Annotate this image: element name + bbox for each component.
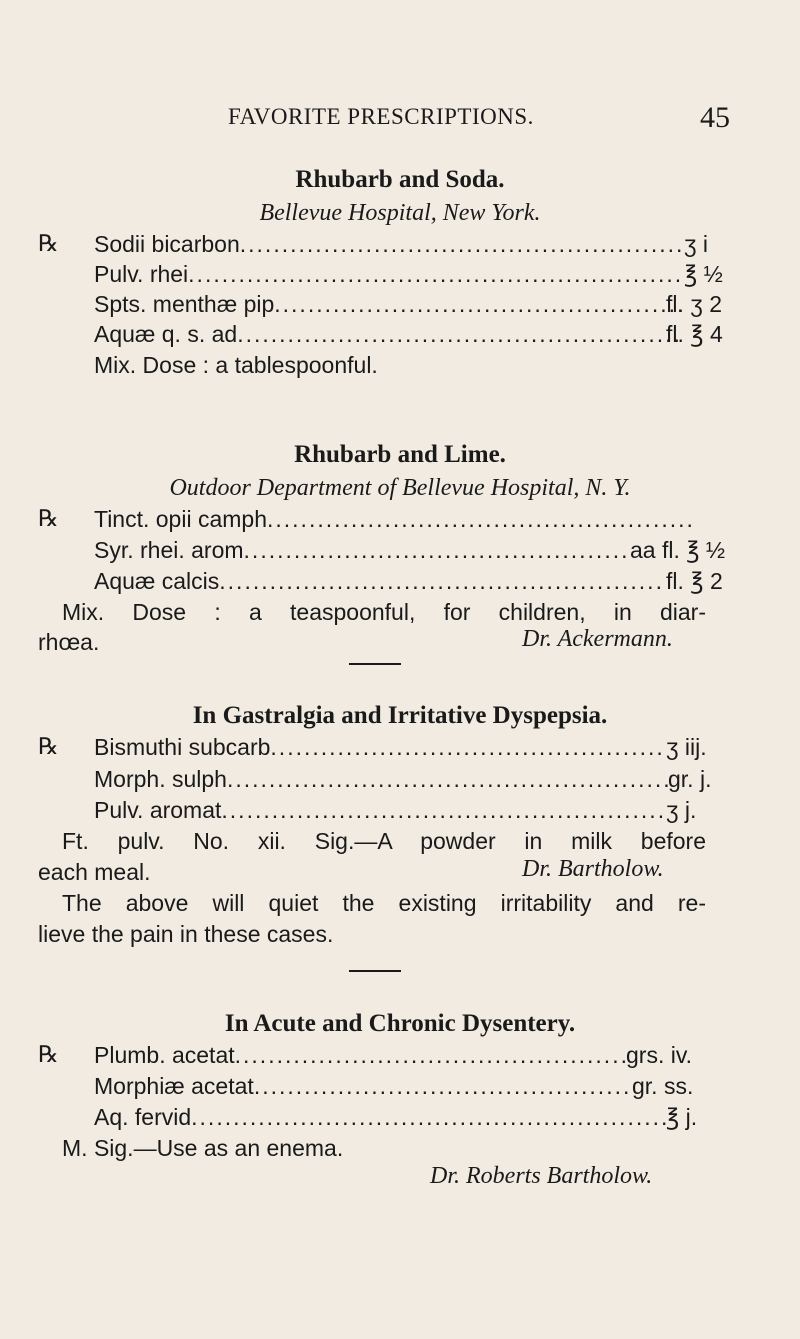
- ingredient-quantity: grs. iv.: [626, 1042, 693, 1068]
- author-credit: Dr. Ackermann.: [522, 626, 673, 652]
- prescription-source: Outdoor Department of Bellevue Hospital, N. Y.: [169, 475, 631, 501]
- dosage-direction-continued: rhœa.: [38, 629, 100, 655]
- ingredient-quantity: ʒ i: [684, 231, 709, 257]
- ingredient-quantity: fl. ℥ 4: [666, 321, 723, 347]
- ingredient-row: [0, 259, 800, 289]
- ingredient-quantity: ʒ j.: [666, 797, 697, 823]
- rx-symbol: ℞: [38, 734, 59, 760]
- ingredient-name: Bismuthi subcarb: [94, 734, 271, 760]
- ingredient-name: Pulv. aromat: [94, 797, 222, 823]
- rx-symbol: ℞: [38, 506, 59, 532]
- author-credit: Dr. Bartholow.: [522, 856, 664, 882]
- author-credit: Dr. Roberts Bartholow.: [430, 1163, 653, 1189]
- running-head: [0, 101, 800, 136]
- leader-dots: [235, 1040, 626, 1070]
- section-divider: [349, 970, 401, 972]
- prescription-title: Rhubarb and Soda.: [295, 166, 505, 193]
- rx-symbol: ℞: [38, 231, 59, 257]
- leader-dots: [270, 732, 666, 762]
- prescription-title: In Gastralgia and Irritative Dyspepsia.: [192, 702, 608, 729]
- ingredient-name: Morphiæ acetat: [94, 1073, 254, 1099]
- ingredient-quantity: ʒ iij.: [666, 734, 707, 760]
- dosage-direction-continued: each meal.: [38, 859, 151, 885]
- leader-dots: [191, 1102, 666, 1132]
- ingredient-name: Morph. sulph: [94, 766, 227, 792]
- clinical-note: The above will quiet the existing irritability and re-: [62, 890, 706, 916]
- ingredient-quantity: gr. j.: [668, 766, 712, 792]
- ingredient-name: Plumb. acetat: [94, 1042, 235, 1068]
- prescription-title: Rhubarb and Lime.: [294, 441, 506, 468]
- ingredient-row: [0, 566, 800, 596]
- ingredient-quantity: gr. ss.: [632, 1073, 694, 1099]
- ingredient-row: [0, 319, 800, 349]
- leader-dots: [188, 259, 684, 289]
- leader-dots: [244, 535, 630, 565]
- leader-dots: [237, 319, 684, 349]
- prescription-title: In Acute and Chronic Dysentery.: [224, 1010, 576, 1037]
- ingredient-quantity: aa fl. ℥ ½: [630, 537, 726, 563]
- ingredient-name: Tinct. opii camph: [94, 506, 267, 532]
- ingredient-name: Aq. fervid: [94, 1104, 192, 1130]
- ingredient-row: [0, 764, 800, 794]
- ingredient-row: [0, 535, 800, 565]
- leader-dots: [227, 764, 668, 794]
- section-divider: [349, 663, 401, 665]
- leader-dots: [267, 504, 694, 534]
- ingredient-row: [0, 1071, 800, 1101]
- ingredient-quantity: ℥ j.: [666, 1104, 698, 1130]
- ingredient-row: [0, 289, 800, 319]
- ingredient-quantity: fl. ʒ 2: [666, 291, 722, 317]
- ingredient-row: [0, 795, 800, 825]
- ingredient-name: Spts. menthæ pip: [94, 291, 275, 317]
- dosage-direction: Mix. Dose : a tablespoonful.: [94, 352, 378, 378]
- ingredient-name: Aquæ q. s. ad: [94, 321, 238, 347]
- ingredient-quantity: ℥ ½: [684, 261, 723, 287]
- ingredient-quantity: fl. ℥ 2: [666, 568, 723, 594]
- dosage-direction: Ft. pulv. No. xii. Sig.—A powder in milk before: [62, 828, 706, 854]
- leader-dots: [219, 566, 666, 596]
- ingredient-name: Pulv. rhei: [94, 261, 189, 287]
- ingredient-name: Sodii bicarbon: [94, 231, 240, 257]
- dosage-direction: M. Sig.—Use as an enema.: [62, 1135, 344, 1161]
- ingredient-row: [0, 229, 800, 259]
- dosage-direction: Mix. Dose : a teaspoonful, for children, in diar-: [62, 599, 706, 625]
- ingredient-row: [0, 1102, 800, 1132]
- page-number: 45: [700, 101, 730, 134]
- leader-dots: [254, 1071, 632, 1101]
- rx-symbol: ℞: [38, 1042, 59, 1068]
- clinical-note-continued: lieve the pain in these cases.: [38, 921, 334, 947]
- ingredient-row: [0, 504, 800, 534]
- ingredient-row: [0, 732, 800, 762]
- ingredient-name: Aquæ calcis: [94, 568, 220, 594]
- prescription-source: Bellevue Hospital, New York.: [259, 200, 541, 226]
- ingredient-row: [0, 1040, 800, 1070]
- leader-dots: [240, 229, 684, 259]
- leader-dots: [274, 289, 684, 319]
- ingredient-name: Syr. rhei. arom: [94, 537, 244, 563]
- running-title: FAVORITE PRESCRIPTIONS.: [228, 104, 534, 129]
- leader-dots: [221, 795, 666, 825]
